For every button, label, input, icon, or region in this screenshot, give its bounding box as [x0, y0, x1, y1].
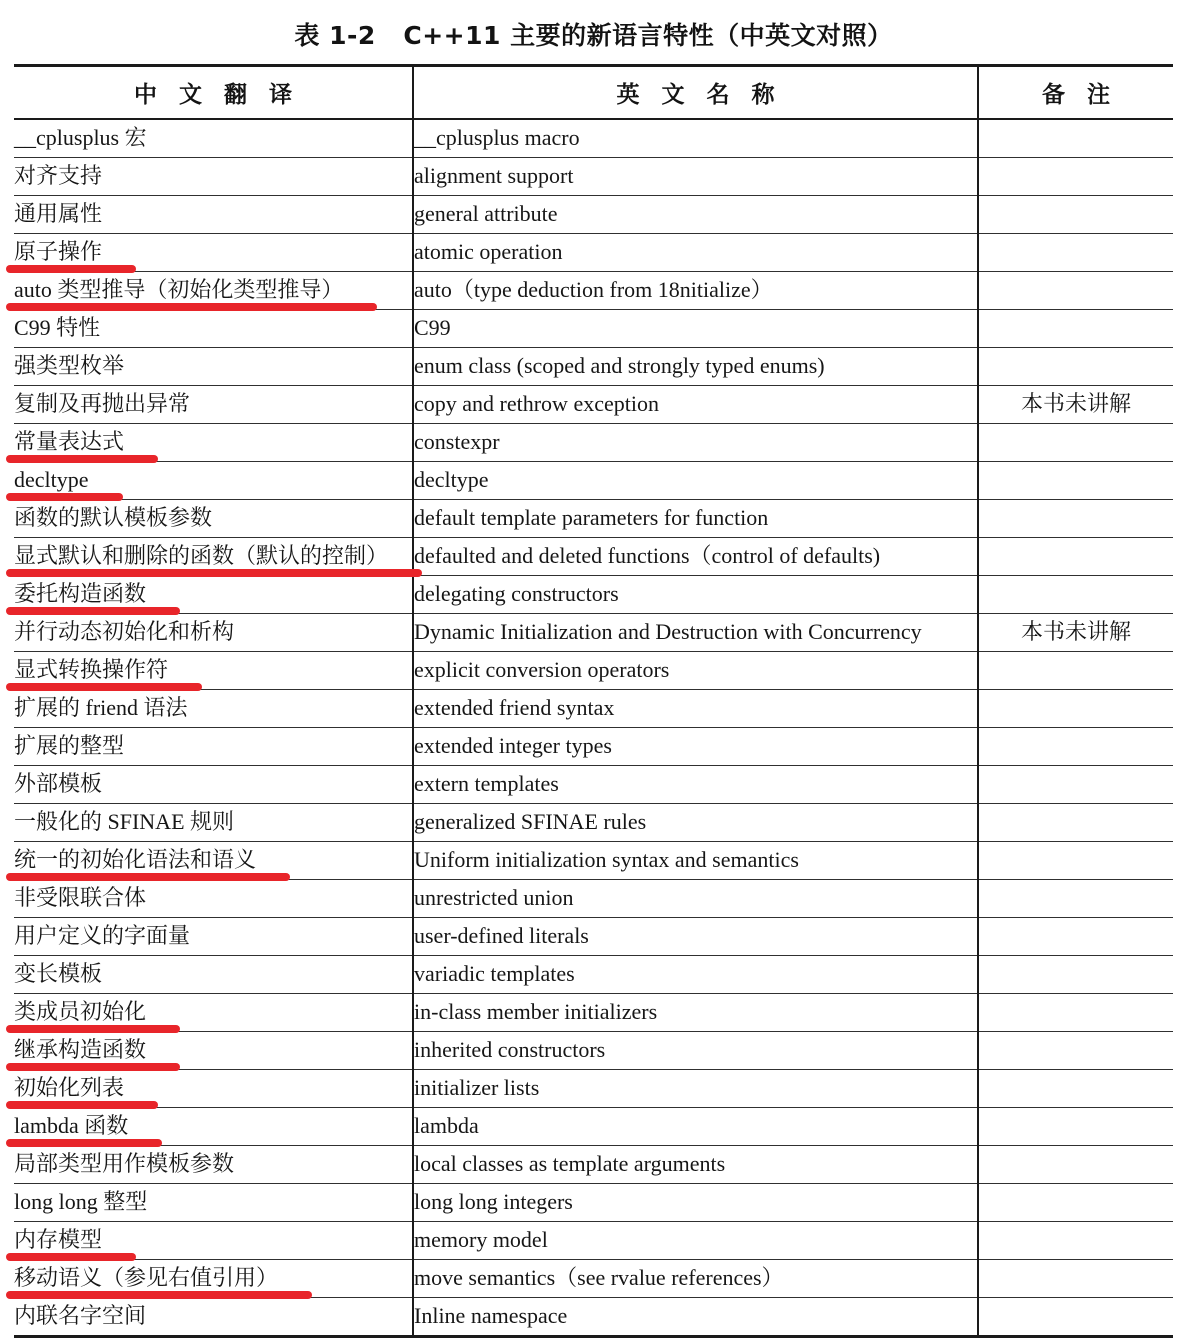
cell-english-name-text: generalized SFINAE rules: [414, 808, 647, 834]
cell-english-name-text: lambda: [414, 1112, 479, 1138]
cell-chinese-translation-text: 常量表达式: [14, 428, 125, 454]
cell-english-name: [413, 1108, 978, 1146]
cell-remark: [978, 1146, 1173, 1184]
cell-chinese-translation-text: 继承构造函数: [14, 1036, 147, 1062]
table-caption: 表 1-2 C++11 主要的新语言特性（中英文对照）: [294, 21, 893, 50]
cell-chinese-translation-text: 一般化的 SFINAE 规则: [14, 808, 235, 834]
table-row: [14, 234, 1173, 272]
table-row: [14, 1222, 1173, 1260]
cell-english-name: [413, 1032, 978, 1070]
cell-chinese-translation-text: decltype: [14, 466, 89, 492]
cell-remark: [978, 728, 1173, 766]
cell-english-name: [413, 424, 978, 462]
cell-remark: [978, 348, 1173, 386]
cell-chinese-translation-text: 类成员初始化: [14, 998, 147, 1024]
table-row: [14, 766, 1173, 804]
cell-english-name: [413, 728, 978, 766]
cell-remark: [978, 500, 1173, 538]
cell-english-name-text: user-defined literals: [414, 922, 589, 948]
table-row: [14, 500, 1173, 538]
cell-chinese-translation: [14, 918, 413, 956]
cell-english-name: [413, 119, 978, 158]
cell-chinese-translation-text: 外部模板: [14, 770, 103, 796]
cell-chinese-translation: [14, 1298, 413, 1337]
cell-remark: [978, 1184, 1173, 1222]
table-row: [14, 158, 1173, 196]
cell-english-name: [413, 690, 978, 728]
cell-english-name-text: general attribute: [414, 200, 558, 226]
cell-chinese-translation: [14, 1146, 413, 1184]
cell-english-name-text: defaulted and deleted functions（control of defaults): [414, 542, 881, 568]
cell-english-name-text: move semantics（see rvalue references）: [414, 1264, 784, 1290]
cell-remark-text: 本书未讲解: [1020, 618, 1131, 644]
cell-english-name-text: local classes as template arguments: [414, 1150, 726, 1176]
table-row: [14, 1146, 1173, 1184]
cell-english-name: [413, 1298, 978, 1337]
cell-english-name: [413, 918, 978, 956]
cell-chinese-translation: [14, 956, 413, 994]
cell-chinese-translation-text: 显式转换操作符: [14, 656, 169, 682]
cell-chinese-translation-text: 用户定义的字面量: [14, 922, 191, 948]
cell-english-name: [413, 1070, 978, 1108]
cell-remark: [978, 1032, 1173, 1070]
cell-english-name-text: initializer lists: [414, 1074, 540, 1100]
table-row: [14, 119, 1173, 158]
cell-remark: [978, 652, 1173, 690]
cell-chinese-translation: [14, 1032, 413, 1070]
column-header-remark: 备 注: [978, 66, 1173, 120]
table-container: [0, 64, 1187, 1338]
cell-remark: [978, 880, 1173, 918]
table-body: [14, 119, 1173, 1337]
cell-english-name-text: constexpr: [414, 428, 500, 454]
table-row: [14, 804, 1173, 842]
table-row: [14, 348, 1173, 386]
cell-remark: [978, 576, 1173, 614]
cell-chinese-translation-text: 内联名字空间: [14, 1302, 147, 1328]
cell-remark: [978, 690, 1173, 728]
table-row: [14, 1108, 1173, 1146]
cell-english-name-text: inherited constructors: [414, 1036, 606, 1062]
cell-chinese-translation-text: 函数的默认模板参数: [14, 504, 213, 530]
cell-english-name-text: in-class member initializers: [414, 998, 658, 1024]
table-row: [14, 1032, 1173, 1070]
cell-remark: [978, 766, 1173, 804]
cell-english-name: [413, 614, 978, 652]
cell-chinese-translation: [14, 386, 413, 424]
cell-chinese-translation-text: 移动语义（参见右值引用）: [14, 1264, 279, 1290]
cell-chinese-translation-text: 初始化列表: [14, 1074, 125, 1100]
table-row: [14, 956, 1173, 994]
cell-english-name-text: delegating constructors: [414, 580, 619, 606]
cell-chinese-translation: [14, 538, 413, 576]
table-row: [14, 424, 1173, 462]
cell-english-name-text: C99: [414, 314, 451, 340]
cell-english-name: [413, 386, 978, 424]
cell-english-name: [413, 234, 978, 272]
table-row: [14, 652, 1173, 690]
cell-chinese-translation: [14, 158, 413, 196]
cell-english-name: [413, 766, 978, 804]
cell-english-name: [413, 1184, 978, 1222]
cell-chinese-translation-text: 通用属性: [14, 200, 103, 226]
cell-chinese-translation-text: lambda 函数: [14, 1112, 129, 1138]
cell-english-name-text: memory model: [414, 1226, 548, 1252]
cell-chinese-translation: [14, 842, 413, 880]
cell-english-name: [413, 994, 978, 1032]
cell-english-name-text: copy and rethrow exception: [414, 390, 659, 416]
table-row: [14, 1298, 1173, 1337]
cell-english-name-text: extended integer types: [414, 732, 612, 758]
cell-english-name: [413, 956, 978, 994]
cell-remark: [978, 538, 1173, 576]
table-header: [14, 66, 1173, 120]
cell-chinese-translation: [14, 728, 413, 766]
cell-remark: [978, 1260, 1173, 1298]
cell-english-name: [413, 804, 978, 842]
cell-english-name-text: extended friend syntax: [414, 694, 615, 720]
table-row: [14, 386, 1173, 424]
cell-chinese-translation-text: 原子操作: [14, 238, 103, 264]
cell-english-name-text: __cplusplus macro: [414, 124, 580, 150]
cell-remark: [978, 234, 1173, 272]
cell-chinese-translation: [14, 804, 413, 842]
table-row: [14, 614, 1173, 652]
column-header-english: 英 文 名 称: [413, 66, 978, 120]
cell-chinese-translation-text: 统一的初始化语法和语义: [14, 846, 257, 872]
table-row: [14, 272, 1173, 310]
cell-chinese-translation: [14, 500, 413, 538]
cell-english-name: [413, 1222, 978, 1260]
cell-english-name: [413, 576, 978, 614]
cell-chinese-translation-text: 强类型枚举: [14, 352, 125, 378]
cell-remark: [978, 804, 1173, 842]
table-row: [14, 462, 1173, 500]
cell-chinese-translation: [14, 1070, 413, 1108]
cell-remark: [978, 424, 1173, 462]
cell-remark: [978, 1298, 1173, 1337]
cell-chinese-translation: [14, 272, 413, 310]
cell-english-name: [413, 1260, 978, 1298]
cell-remark: [978, 1222, 1173, 1260]
header-row: [14, 66, 1173, 120]
cell-remark: [978, 386, 1173, 424]
table-row: [14, 690, 1173, 728]
cell-english-name-text: enum class (scoped and strongly typed enums): [414, 352, 825, 378]
table-row: [14, 538, 1173, 576]
table-row: [14, 1260, 1173, 1298]
cell-remark-text: 本书未讲解: [1020, 390, 1131, 416]
cell-remark: [978, 119, 1173, 158]
cell-remark: [978, 272, 1173, 310]
cell-english-name: [413, 158, 978, 196]
cell-chinese-translation-text: 并行动态初始化和析构: [14, 618, 235, 644]
cell-chinese-translation-text: 委托构造函数: [14, 580, 147, 606]
cell-remark: [978, 1108, 1173, 1146]
cell-english-name-text: Inline namespace: [414, 1302, 568, 1328]
cell-chinese-translation: [14, 880, 413, 918]
cell-chinese-translation-text: 扩展的整型: [14, 732, 125, 758]
table-row: [14, 1184, 1173, 1222]
cell-chinese-translation: [14, 690, 413, 728]
cell-remark: [978, 310, 1173, 348]
cell-english-name: [413, 652, 978, 690]
cell-chinese-translation-text: long long 整型: [14, 1188, 148, 1214]
cell-english-name: [413, 196, 978, 234]
cell-english-name-text: unrestricted union: [414, 884, 574, 910]
cell-english-name: [413, 272, 978, 310]
cell-chinese-translation-text: 复制及再抛出异常: [14, 390, 191, 416]
cell-chinese-translation-text: 非受限联合体: [14, 884, 147, 910]
cell-remark: [978, 462, 1173, 500]
table-row: [14, 880, 1173, 918]
cell-english-name-text: explicit conversion operators: [414, 656, 670, 682]
cell-chinese-translation: [14, 1222, 413, 1260]
cell-chinese-translation: [14, 994, 413, 1032]
cell-chinese-translation: [14, 576, 413, 614]
cell-english-name-text: atomic operation: [414, 238, 563, 264]
cell-chinese-translation: [14, 1260, 413, 1298]
cell-remark: [978, 842, 1173, 880]
cell-chinese-translation: [14, 310, 413, 348]
cell-chinese-translation-text: auto 类型推导（初始化类型推导）: [14, 276, 344, 302]
cell-chinese-translation: [14, 614, 413, 652]
cell-english-name-text: variadic templates: [414, 960, 575, 986]
cell-english-name: [413, 1146, 978, 1184]
cpp11-feature-table: [14, 64, 1173, 1338]
cell-english-name: [413, 462, 978, 500]
cell-chinese-translation-text: 显式默认和删除的函数（默认的控制）: [14, 542, 389, 568]
table-row: [14, 918, 1173, 956]
cell-english-name-text: long long integers: [414, 1188, 573, 1214]
cell-english-name-text: extern templates: [414, 770, 559, 796]
cell-chinese-translation: [14, 196, 413, 234]
cell-remark: [978, 158, 1173, 196]
cell-chinese-translation-text: C99 特性: [14, 314, 101, 340]
column-header-chinese: 中 文 翻 译: [14, 66, 413, 120]
cell-english-name-text: alignment support: [414, 162, 574, 188]
cell-chinese-translation: [14, 1184, 413, 1222]
table-row: [14, 310, 1173, 348]
cell-chinese-translation-text: 扩展的 friend 语法: [14, 694, 188, 720]
cell-chinese-translation: [14, 424, 413, 462]
table-row: [14, 576, 1173, 614]
cell-chinese-translation: [14, 119, 413, 158]
cell-chinese-translation: [14, 1108, 413, 1146]
cell-remark: [978, 196, 1173, 234]
cell-english-name: [413, 348, 978, 386]
cell-english-name-text: decltype: [414, 466, 489, 492]
cell-english-name-text: default template parameters for function: [414, 504, 769, 530]
table-row: [14, 842, 1173, 880]
cell-chinese-translation-text: 内存模型: [14, 1226, 103, 1252]
cell-chinese-translation: [14, 348, 413, 386]
table-row: [14, 1070, 1173, 1108]
cell-chinese-translation: [14, 462, 413, 500]
cell-chinese-translation: [14, 652, 413, 690]
cell-remark: [978, 1070, 1173, 1108]
cell-english-name-text: Dynamic Initialization and Destruction with Concurrency: [414, 618, 922, 644]
cell-english-name: [413, 500, 978, 538]
cell-english-name: [413, 310, 978, 348]
table-row: [14, 994, 1173, 1032]
cell-chinese-translation-text: 变长模板: [14, 960, 103, 986]
cell-chinese-translation: [14, 766, 413, 804]
cell-remark: [978, 918, 1173, 956]
cell-chinese-translation-text: 局部类型用作模板参数: [14, 1150, 235, 1176]
cell-english-name: [413, 880, 978, 918]
cell-chinese-translation: [14, 234, 413, 272]
cell-english-name: [413, 842, 978, 880]
cell-english-name-text: Uniform initialization syntax and semantics: [414, 846, 799, 872]
cell-remark: [978, 956, 1173, 994]
table-row: [14, 728, 1173, 766]
cell-english-name-text: auto（type deduction from 18nitialize）: [414, 276, 773, 302]
cell-english-name: [413, 538, 978, 576]
cell-chinese-translation-text: 对齐支持: [14, 162, 103, 188]
cell-remark: [978, 614, 1173, 652]
table-row: [14, 196, 1173, 234]
cell-remark: [978, 994, 1173, 1032]
cell-chinese-translation-text: __cplusplus 宏: [14, 124, 147, 150]
